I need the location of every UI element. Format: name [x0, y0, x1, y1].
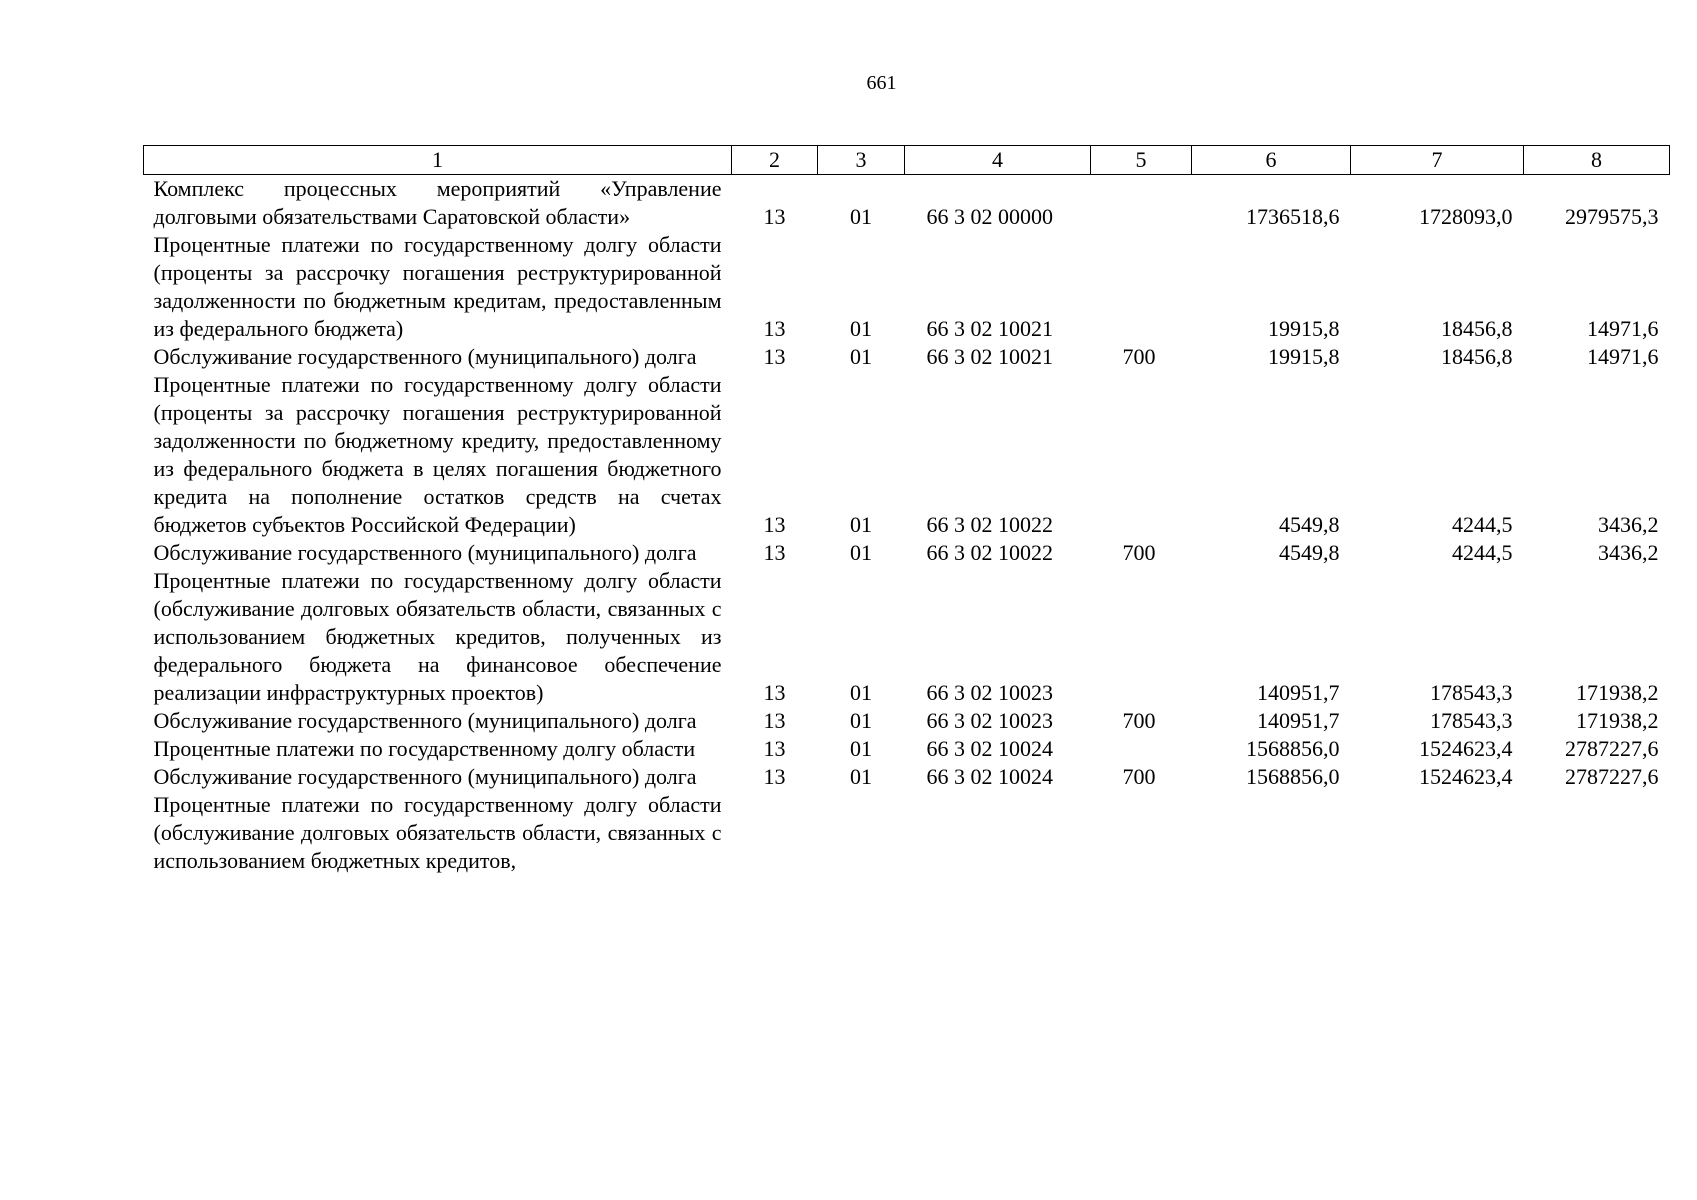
target-article-code: 66 3 02 10024: [926, 764, 1053, 789]
table-row: [144, 567, 1670, 707]
amount-year-1: 1736518,6: [1246, 204, 1340, 229]
target-article-code: 66 3 02 00000: [926, 204, 1053, 229]
amount-year-2: 18456,8: [1441, 316, 1513, 341]
section-code: 13: [763, 708, 786, 733]
subsection-code: 01: [850, 316, 872, 341]
amount-year-2: 18456,8: [1441, 344, 1513, 369]
amount-year-2: 178543,3: [1430, 680, 1513, 705]
amount-year-1: 140951,7: [1257, 708, 1340, 733]
column-number-header: [144, 146, 1670, 175]
section-code: 13: [763, 764, 786, 789]
section-code: 13: [763, 344, 786, 369]
amount-year-3: 171938,2: [1576, 680, 1659, 705]
target-article-code: 66 3 02 10022: [926, 540, 1053, 565]
column-header: 6: [1192, 146, 1351, 175]
amount-year-1: [1192, 791, 1351, 875]
amount-year-2: 4244,5: [1452, 540, 1513, 565]
target-article-code: 66 3 02 10021: [926, 344, 1053, 369]
column-header: 2: [732, 146, 818, 175]
amount-year-2: 4244,5: [1452, 512, 1513, 537]
expense-type-code: [1091, 175, 1192, 232]
column-header: 8: [1524, 146, 1670, 175]
target-article-code: [905, 791, 1091, 875]
expense-type-code: [1091, 567, 1192, 707]
amount-year-3: 14971,6: [1587, 316, 1659, 341]
expense-type-code: [1091, 791, 1192, 875]
row-description: Процентные платежи по государственному долгу области (проценты за рассрочку погашения реструктурированной задолженности по бюджетным кредитам, предоставленным из федерального бюджета): [153, 232, 722, 341]
section-code: 13: [763, 204, 786, 229]
amount-year-3: 3436,2: [1598, 512, 1659, 537]
table-row: [144, 539, 1670, 567]
subsection-code: 01: [850, 204, 872, 229]
target-article-code: 66 3 02 10023: [926, 680, 1053, 705]
amount-year-1: 140951,7: [1257, 680, 1340, 705]
page-number: 661: [866, 72, 897, 94]
subsection-code: 01: [850, 344, 872, 369]
subsection-code: 01: [850, 708, 872, 733]
row-description: Процентные платежи по государственному долгу области (проценты за рассрочку погашения реструктурированной задолженности по бюджетному кредиту, предоставленному из федерального бюджета в целях погашения бюджетного кредита на пополнение остатков средств на счетах бюджетов субъектов Российской Федерации): [153, 372, 722, 537]
table-row: [144, 231, 1670, 343]
expense-type-code: 700: [1122, 540, 1156, 565]
row-description: Комплекс процессных мероприятий «Управление долговыми обязательствами Саратовской области»: [153, 176, 722, 229]
budget-table: [143, 145, 1670, 875]
amount-year-2: 1524623,4: [1419, 764, 1513, 789]
amount-year-3: 2787227,6: [1565, 736, 1659, 761]
amount-year-2: 178543,3: [1430, 708, 1513, 733]
table-row: [144, 707, 1670, 735]
target-article-code: 66 3 02 10021: [926, 316, 1053, 341]
subsection-code: 01: [850, 680, 872, 705]
row-description: Процентные платежи по государственному долгу области (обслуживание долговых обязательств области, связанных с использованием бюджетных кредитов,: [153, 792, 722, 873]
amount-year-3: 171938,2: [1576, 708, 1659, 733]
target-article-code: 66 3 02 10022: [926, 512, 1053, 537]
row-description: Процентные платежи по государственному долгу области (обслуживание долговых обязательств области, связанных с использованием бюджетных кредитов, полученных из федерального бюджета на финансовое обеспечение реализации инфраструктурных проектов): [153, 568, 722, 705]
amount-year-3: 14971,6: [1587, 344, 1659, 369]
amount-year-3: 2787227,6: [1565, 764, 1659, 789]
column-header: 3: [818, 146, 905, 175]
amount-year-1: 1568856,0: [1246, 764, 1340, 789]
expense-type-code: [1091, 231, 1192, 343]
expense-type-code: 700: [1122, 344, 1156, 369]
row-description: Обслуживание государственного (муниципального) долга: [153, 708, 697, 733]
table-row: [144, 371, 1670, 539]
expense-type-code: [1091, 735, 1192, 763]
column-header: 7: [1351, 146, 1524, 175]
table-row: [144, 343, 1670, 371]
subsection-code: [818, 791, 905, 875]
row-description: Обслуживание государственного (муниципального) долга: [153, 344, 697, 369]
target-article-code: 66 3 02 10023: [926, 708, 1053, 733]
table-row: [144, 791, 1670, 875]
section-code: 13: [763, 316, 786, 341]
target-article-code: 66 3 02 10024: [926, 736, 1053, 761]
section-code: [732, 791, 818, 875]
amount-year-1: 4549,8: [1279, 512, 1340, 537]
subsection-code: 01: [850, 764, 872, 789]
subsection-code: 01: [850, 736, 872, 761]
row-description: Обслуживание государственного (муниципального) долга: [153, 764, 697, 789]
expense-type-code: 700: [1122, 708, 1156, 733]
amount-year-2: 1524623,4: [1419, 736, 1513, 761]
column-header: 4: [905, 146, 1091, 175]
row-description: Обслуживание государственного (муниципального) долга: [153, 540, 697, 565]
column-header: 5: [1091, 146, 1192, 175]
expense-type-code: [1091, 371, 1192, 539]
section-code: 13: [763, 512, 786, 537]
table-row: [144, 763, 1670, 791]
table-row: [144, 735, 1670, 763]
amount-year-1: 19915,8: [1268, 316, 1340, 341]
subsection-code: 01: [850, 540, 872, 565]
amount-year-1: 19915,8: [1268, 344, 1340, 369]
subsection-code: 01: [850, 512, 872, 537]
amount-year-3: 2979575,3: [1565, 204, 1659, 229]
column-header: 1: [144, 146, 732, 175]
section-code: 13: [763, 540, 786, 565]
amount-year-2: 1728093,0: [1419, 204, 1513, 229]
row-description: Процентные платежи по государственному долгу области: [153, 736, 696, 761]
amount-year-3: [1524, 791, 1670, 875]
table-row: [144, 175, 1670, 232]
section-code: 13: [763, 736, 786, 761]
section-code: 13: [763, 680, 786, 705]
expense-type-code: 700: [1122, 764, 1156, 789]
amount-year-1: 1568856,0: [1246, 736, 1340, 761]
amount-year-2: [1351, 791, 1524, 875]
amount-year-1: 4549,8: [1279, 540, 1340, 565]
amount-year-3: 3436,2: [1598, 540, 1659, 565]
